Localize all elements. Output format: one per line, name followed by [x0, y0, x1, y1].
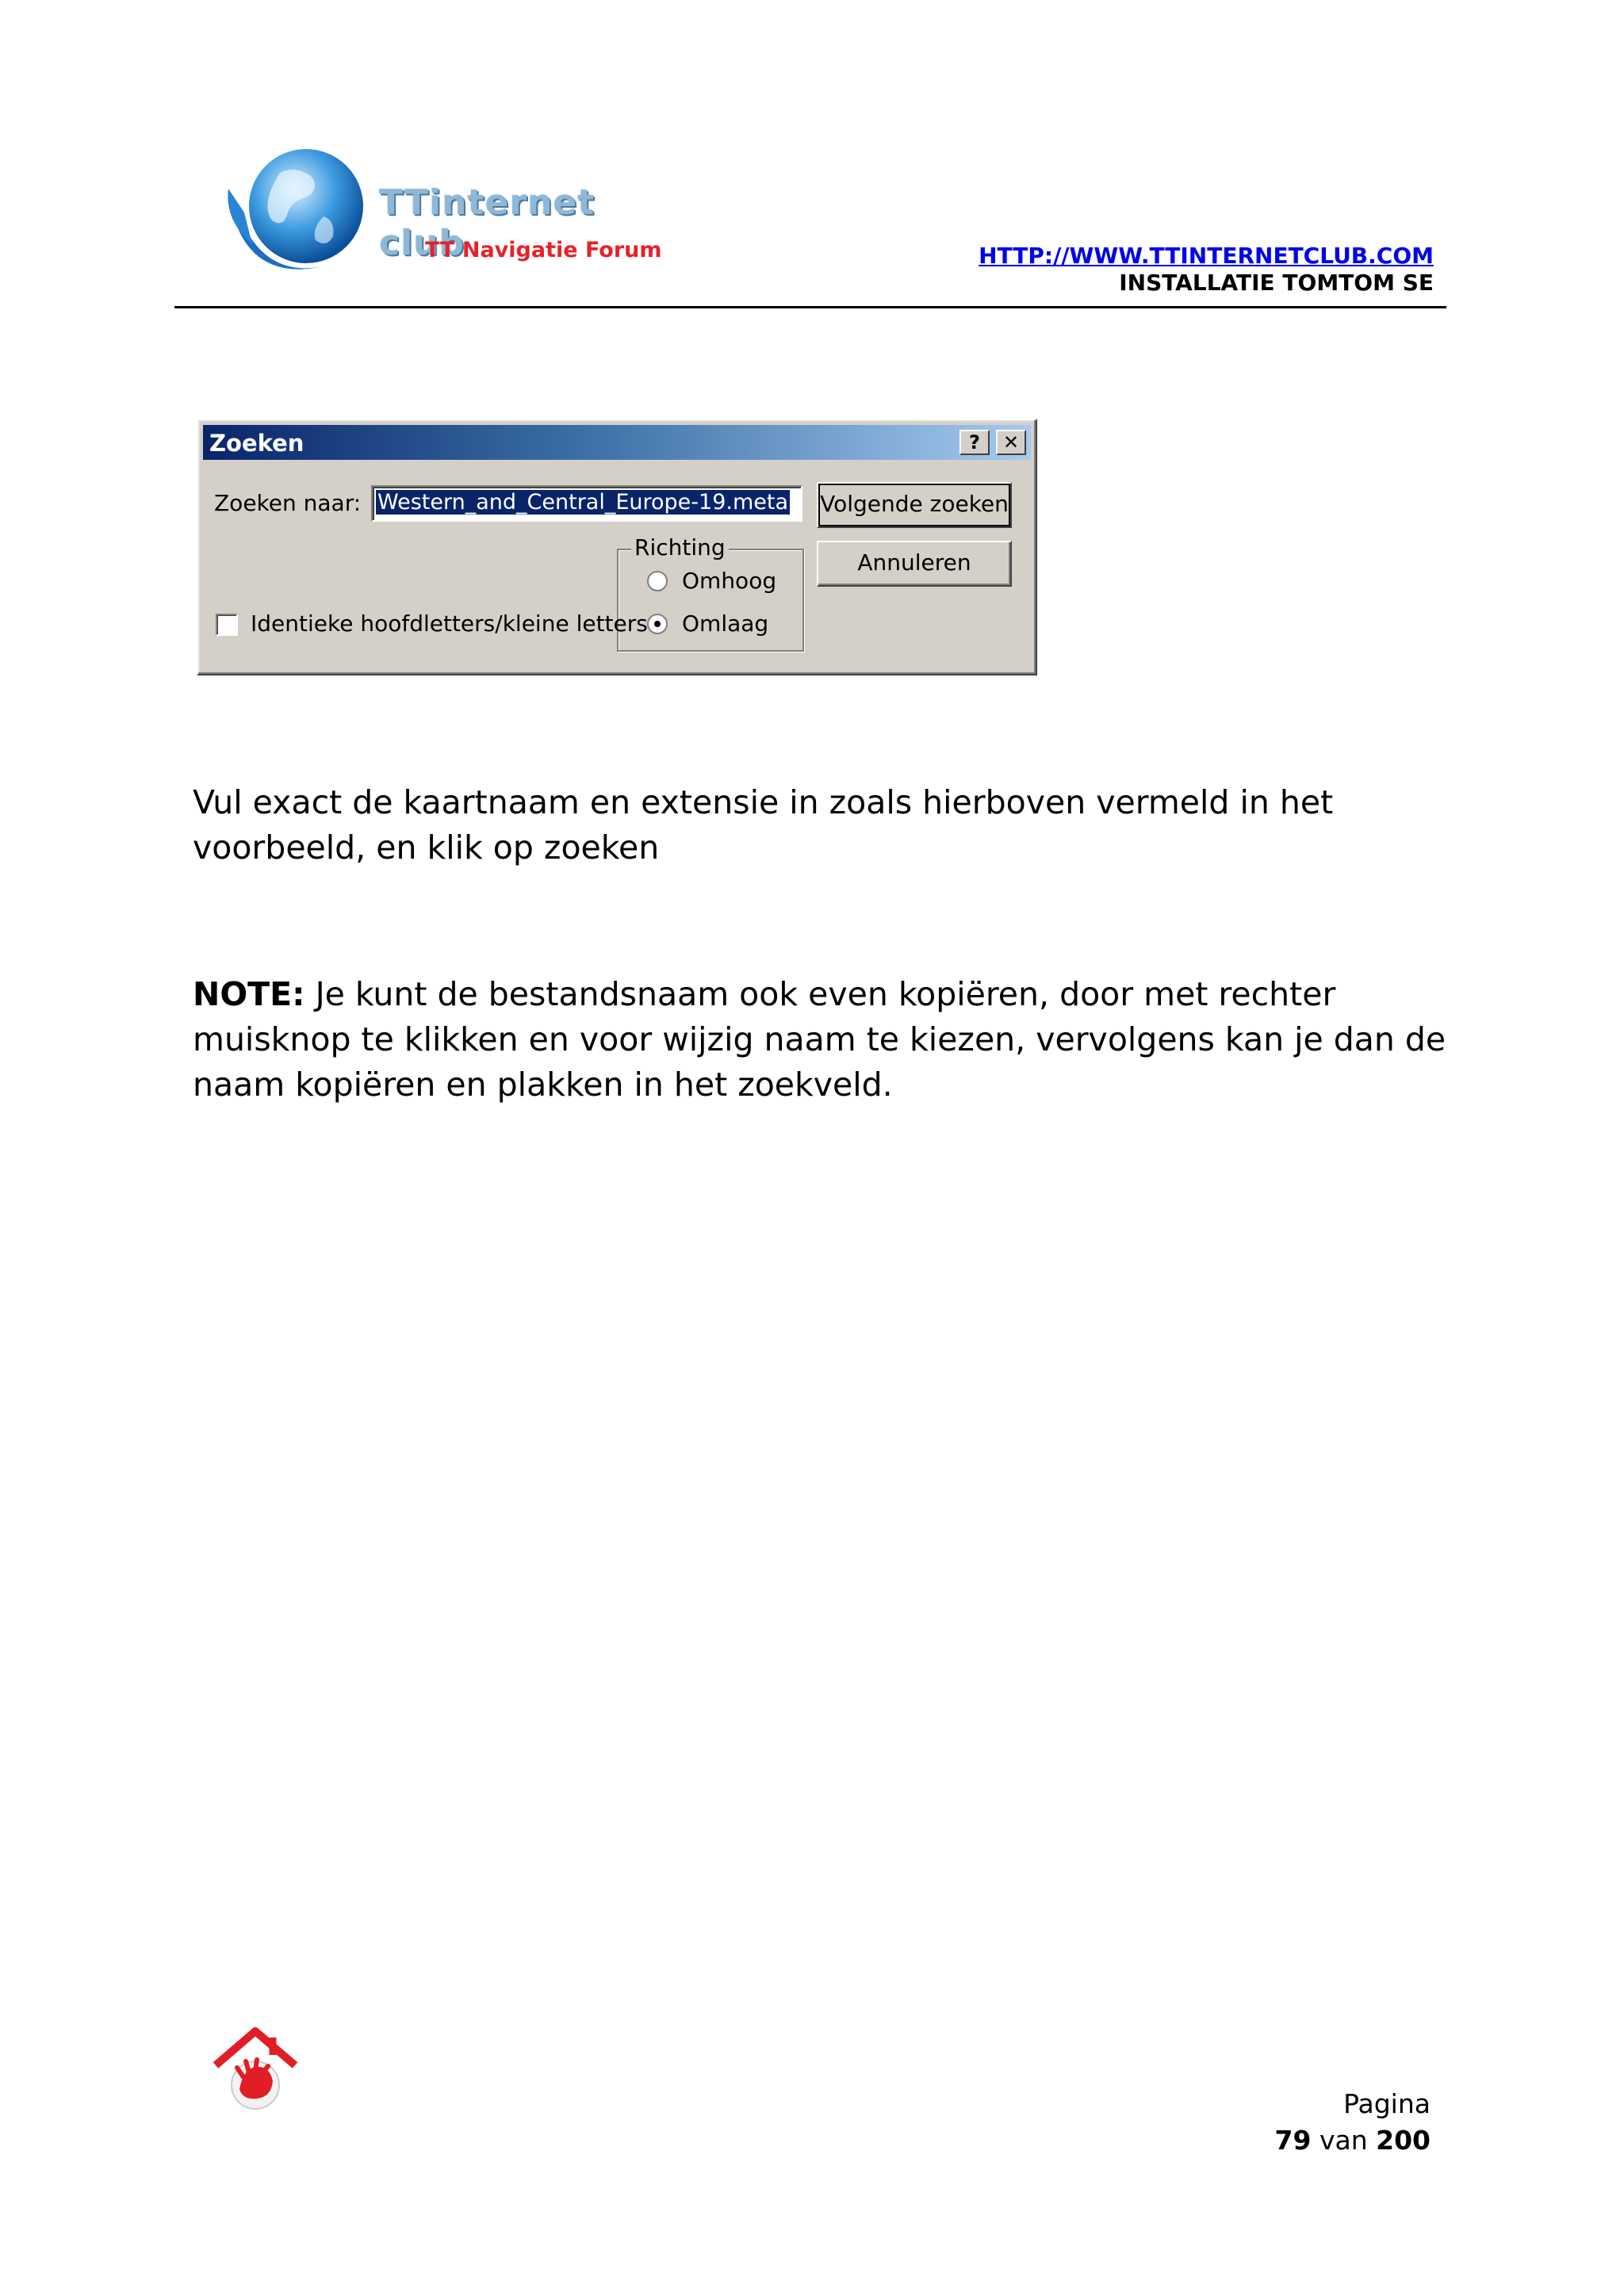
- page-total: 200: [1376, 2125, 1431, 2156]
- search-input[interactable]: [371, 485, 802, 522]
- note-text: Je kunt de bestandsnaam ook even kopiëren, door met rechter muisknop te klikken en voor wijzig naam te kiezen, vervolgens kan je dan de naam kopiëren en plakken in het zoekveld.: [193, 975, 1446, 1104]
- note-paragraph: [193, 972, 1461, 1108]
- find-dialog: [197, 419, 1037, 675]
- help-button[interactable]: ?: [959, 430, 990, 455]
- page-label: Pagina: [1343, 2088, 1431, 2119]
- page-current: 79: [1274, 2125, 1312, 2156]
- globe-icon: [220, 141, 371, 284]
- close-button[interactable]: ✕: [996, 430, 1026, 455]
- note-label: NOTE:: [193, 975, 305, 1013]
- website-link[interactable]: HTTP://WWW.TTINTERNETCLUB.COM: [979, 243, 1434, 269]
- site-logo: [213, 135, 688, 285]
- dialog-titlebar[interactable]: [203, 425, 1031, 460]
- page-number: [1275, 2125, 1431, 2156]
- radio-down-label: Omlaag: [682, 610, 769, 637]
- radio-up[interactable]: [647, 571, 668, 591]
- radio-up-label: Omhoog: [682, 568, 777, 594]
- document-subtitle: INSTALLATIE TOMTOM SE: [1119, 270, 1434, 296]
- dialog-title: Zoeken: [209, 430, 304, 457]
- page-of: van: [1311, 2125, 1377, 2156]
- house-hand-icon: [208, 2022, 303, 2117]
- logo-subtitle: TT Navigatie Forum: [425, 238, 662, 262]
- search-input-value: Western_and_Central_Europe-19.meta: [377, 490, 789, 515]
- match-case-checkbox[interactable]: [216, 614, 238, 636]
- find-next-button[interactable]: Volgende zoeken: [817, 482, 1012, 528]
- search-label: Zoeken naar:: [214, 490, 362, 516]
- header-divider: [174, 306, 1446, 308]
- radio-down[interactable]: [647, 614, 668, 634]
- logo-text: TTinternet club: [379, 182, 596, 263]
- match-case-label: Identieke hoofdletters/kleine letters: [251, 610, 648, 637]
- direction-label: Richting: [631, 534, 729, 561]
- cancel-button[interactable]: Annuleren: [817, 541, 1012, 587]
- instruction-paragraph: Vul exact de kaartnaam en extensie in zoals hierboven vermeld in het voorbeeld, en klik op zoeken: [193, 783, 1334, 867]
